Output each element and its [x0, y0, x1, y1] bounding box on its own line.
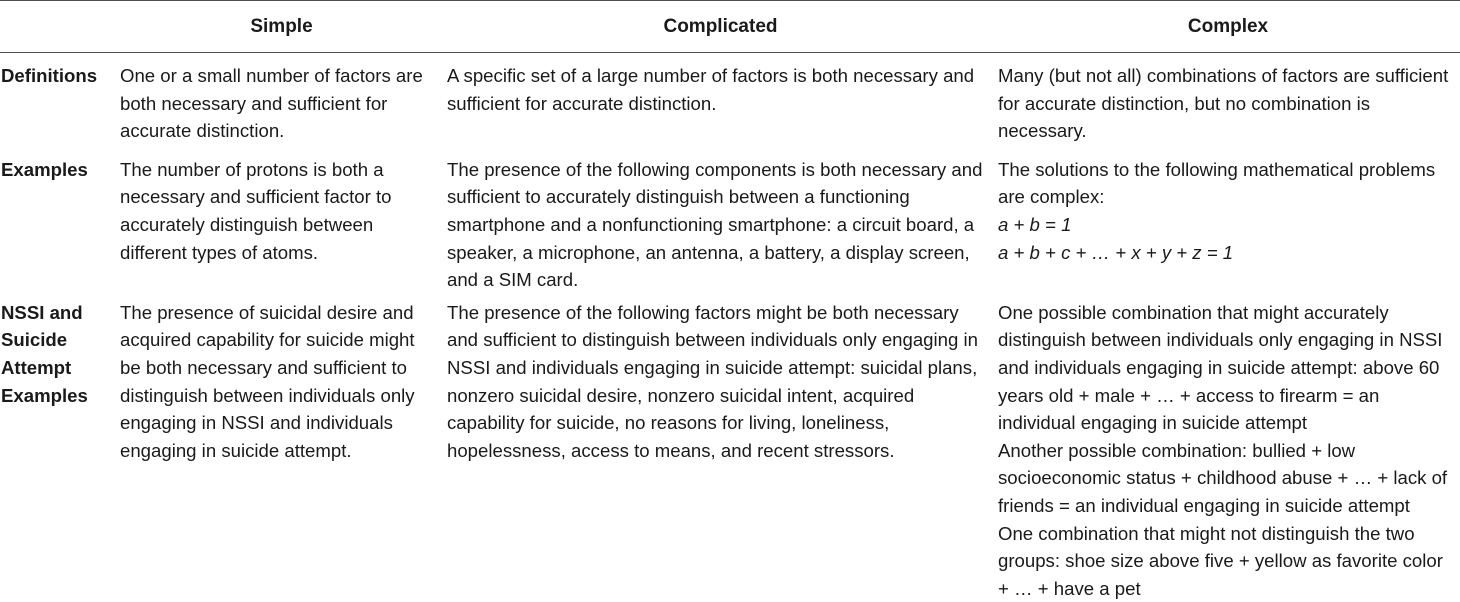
row-label-examples: Examples: [0, 149, 118, 299]
cell-definitions-complicated: A specific set of a large number of factors is both necessary and sufficient for accurate distinction.: [445, 53, 996, 149]
header-row: [0, 1, 1460, 53]
nssi-complex-combination-1: One possible combination that might accurately distinguish between individuals only engaging in NSSI and individuals engaging in suicide attempt: above 60 years old + male + … + access to firearm = an individual engaging in suicide attempt: [998, 299, 1458, 437]
table-row-examples: [0, 149, 1460, 299]
nssi-complex-combination-2: Another possible combination: bullied + low socioeconomic status + childhood abuse + … + lack of friends = an individual engaging in suicide attempt: [998, 437, 1458, 520]
table-row-nssi: [0, 299, 1460, 602]
cell-examples-simple: The number of protons is both a necessary and sufficient factor to accurately distinguish between different types of atoms.: [118, 149, 445, 299]
cell-examples-complex: [996, 149, 1460, 299]
header-complex: Complex: [996, 1, 1460, 53]
cell-nssi-complicated: The presence of the following factors might be both necessary and sufficient to distinguish between individuals only engaging in NSSI and individuals engaging in suicide attempt: suicidal plans, nonzero suicidal desire, nonzero suicidal intent, acquired capability for suicide, no reasons for living, loneliness, hopelessness, access to means, and recent stressors.: [445, 299, 996, 602]
nssi-complex-combination-3: One combination that might not distinguish the two groups: shoe size above five + yellow as favorite color + … + have a pet: [998, 520, 1458, 602]
row-label-nssi: NSSI and Suicide Attempt Examples: [0, 299, 118, 602]
complex-example-equation-2: a + b + c + … + x + y + z = 1: [998, 239, 1458, 267]
cell-nssi-complex: [996, 299, 1460, 602]
cell-examples-complicated: The presence of the following components is both necessary and sufficient to accurately distinguish between a functioning smartphone and a nonfunctioning smartphone: a circuit board, a speaker, a microphone, an antenna, a battery, a display screen, and a SIM card.: [445, 149, 996, 299]
header-complicated: Complicated: [445, 1, 996, 53]
cell-definitions-complex: Many (but not all) combinations of factors are sufficient for accurate distinction, but no combination is necessary.: [996, 53, 1460, 149]
complex-example-intro: The solutions to the following mathematical problems are complex:: [998, 156, 1458, 211]
header-simple: Simple: [118, 1, 445, 53]
cell-definitions-simple: One or a small number of factors are both necessary and sufficient for accurate distinction.: [118, 53, 445, 149]
table-row-definitions: [0, 53, 1460, 149]
complex-example-equation-1: a + b = 1: [998, 211, 1458, 239]
cell-nssi-simple: The presence of suicidal desire and acquired capability for suicide might be both necessary and sufficient to distinguish between individuals only engaging in NSSI and individuals engaging in suicide attempt.: [118, 299, 445, 602]
row-label-definitions: Definitions: [0, 53, 118, 149]
header-empty: [0, 1, 118, 53]
